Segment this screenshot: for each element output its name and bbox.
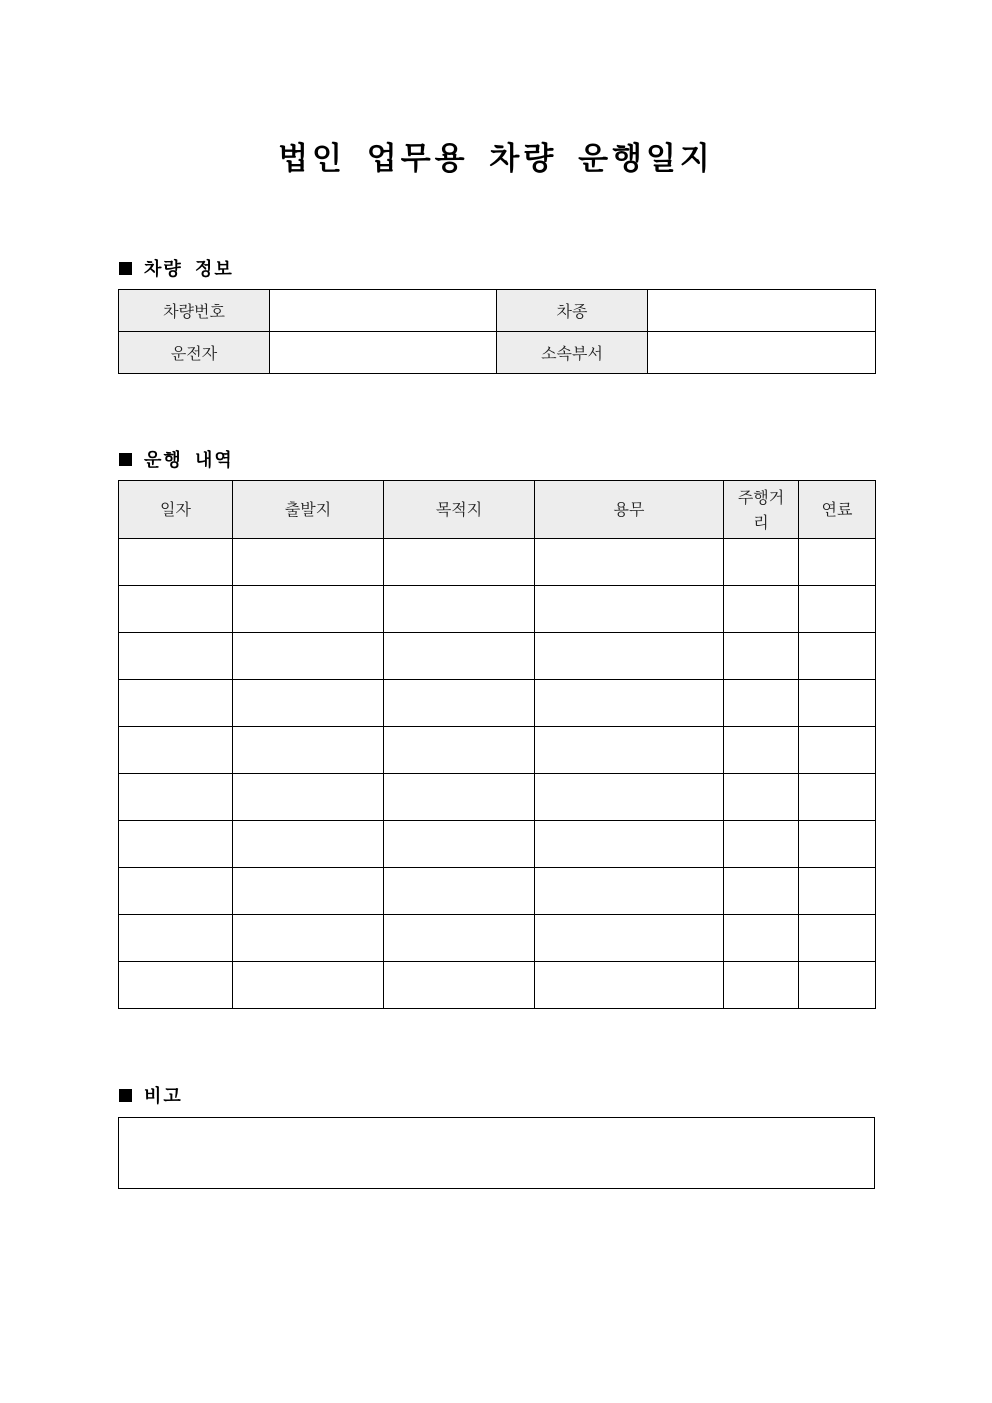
vehicle-info-row: [119, 332, 876, 374]
driver-field[interactable]: [270, 332, 497, 374]
cell-date[interactable]: [119, 915, 233, 962]
vehicle-info-row: [119, 290, 876, 332]
section-heading-label: 비고: [144, 1086, 183, 1107]
cell-departure[interactable]: [233, 680, 384, 727]
cell-departure[interactable]: [233, 915, 384, 962]
cell-destination[interactable]: [384, 774, 535, 821]
cell-fuel[interactable]: [799, 539, 876, 586]
cell-fuel[interactable]: [799, 962, 876, 1009]
cell-fuel[interactable]: [799, 586, 876, 633]
column-header-destination: 목적지: [384, 481, 535, 539]
cell-destination[interactable]: [384, 962, 535, 1009]
cell-purpose[interactable]: [535, 774, 724, 821]
cell-fuel[interactable]: [799, 868, 876, 915]
cell-fuel[interactable]: [799, 774, 876, 821]
table-row: [119, 962, 876, 1009]
square-bullet-icon: [119, 1089, 132, 1102]
column-header-distance: 주행거리: [724, 481, 799, 539]
table-row: [119, 868, 876, 915]
cell-destination[interactable]: [384, 633, 535, 680]
square-bullet-icon: [119, 453, 132, 466]
cell-distance[interactable]: [724, 821, 799, 868]
cell-departure[interactable]: [233, 727, 384, 774]
cell-fuel[interactable]: [799, 915, 876, 962]
cell-destination[interactable]: [384, 915, 535, 962]
cell-purpose[interactable]: [535, 633, 724, 680]
column-header-date: 일자: [119, 481, 233, 539]
vehicle-info-table: [118, 289, 876, 374]
cell-fuel[interactable]: [799, 633, 876, 680]
cell-departure[interactable]: [233, 539, 384, 586]
vehicle-number-field[interactable]: [270, 290, 497, 332]
cell-purpose[interactable]: [535, 915, 724, 962]
cell-departure[interactable]: [233, 821, 384, 868]
cell-date[interactable]: [119, 586, 233, 633]
cell-purpose[interactable]: [535, 680, 724, 727]
cell-purpose[interactable]: [535, 727, 724, 774]
cell-distance[interactable]: [724, 915, 799, 962]
table-row: [119, 915, 876, 962]
cell-fuel[interactable]: [799, 680, 876, 727]
cell-destination[interactable]: [384, 821, 535, 868]
table-header-row: [119, 481, 876, 539]
cell-destination[interactable]: [384, 868, 535, 915]
cell-destination[interactable]: [384, 586, 535, 633]
section-heading-label: 운행 내역: [144, 450, 234, 471]
driving-log-table: [118, 480, 876, 1009]
table-row: [119, 774, 876, 821]
cell-date[interactable]: [119, 868, 233, 915]
table-row: [119, 633, 876, 680]
table-row: [119, 586, 876, 633]
table-row: [119, 680, 876, 727]
notes-box[interactable]: [118, 1117, 875, 1189]
cell-fuel[interactable]: [799, 821, 876, 868]
cell-departure[interactable]: [233, 586, 384, 633]
cell-purpose[interactable]: [535, 962, 724, 1009]
cell-destination[interactable]: [384, 539, 535, 586]
cell-date[interactable]: [119, 962, 233, 1009]
cell-destination[interactable]: [384, 680, 535, 727]
cell-date[interactable]: [119, 821, 233, 868]
column-header-fuel: 연료: [799, 481, 876, 539]
vehicle-type-field[interactable]: [648, 290, 876, 332]
cell-distance[interactable]: [724, 633, 799, 680]
cell-purpose[interactable]: [535, 868, 724, 915]
cell-departure[interactable]: [233, 868, 384, 915]
cell-distance[interactable]: [724, 868, 799, 915]
cell-distance[interactable]: [724, 962, 799, 1009]
square-bullet-icon: [119, 262, 132, 275]
cell-date[interactable]: [119, 680, 233, 727]
cell-distance[interactable]: [724, 774, 799, 821]
cell-purpose[interactable]: [535, 586, 724, 633]
cell-destination[interactable]: [384, 727, 535, 774]
section-heading-vehicle: [119, 255, 234, 281]
section-heading-label: 차량 정보: [144, 259, 234, 280]
cell-departure[interactable]: [233, 633, 384, 680]
cell-distance[interactable]: [724, 586, 799, 633]
table-row: [119, 821, 876, 868]
table-row: [119, 727, 876, 774]
cell-distance[interactable]: [724, 539, 799, 586]
table-row: [119, 539, 876, 586]
cell-date[interactable]: [119, 774, 233, 821]
cell-date[interactable]: [119, 727, 233, 774]
cell-date[interactable]: [119, 539, 233, 586]
page-title: 법인 업무용 차량 운행일지: [278, 141, 714, 177]
label-driver: 운전자: [119, 332, 270, 374]
label-department: 소속부서: [497, 332, 648, 374]
column-header-departure: 출발지: [233, 481, 384, 539]
cell-purpose[interactable]: [535, 539, 724, 586]
label-vehicle-type: 차종: [497, 290, 648, 332]
cell-purpose[interactable]: [535, 821, 724, 868]
cell-departure[interactable]: [233, 774, 384, 821]
cell-distance[interactable]: [724, 680, 799, 727]
cell-fuel[interactable]: [799, 727, 876, 774]
cell-date[interactable]: [119, 633, 233, 680]
section-heading-log: [119, 446, 234, 472]
cell-departure[interactable]: [233, 962, 384, 1009]
column-header-purpose: 용무: [535, 481, 724, 539]
label-vehicle-number: 차량번호: [119, 290, 270, 332]
section-heading-notes: [119, 1082, 183, 1108]
department-field[interactable]: [648, 332, 876, 374]
cell-distance[interactable]: [724, 727, 799, 774]
